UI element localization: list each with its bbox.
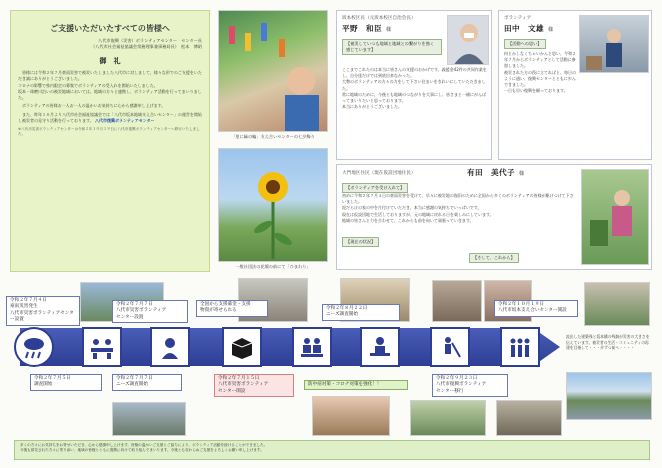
profile-1-role: 坂本校区長（元坂本校区自治会長） <box>342 16 416 21</box>
timeline-box-icon <box>222 327 262 367</box>
profile-3-text: 初めに令和２年７月４日の豪雨災害を受けて、早々に被災地の復旧のために全国から多くのボランティアの皆様が駆けつけて下さいました。 泥だらけの家の中を片付けていただき、本当に感謝の気持ちでいっぱいです。 現在は仮設団地で生活しておりますが、元の地域に戻れる日を楽しみにしています。 地域の皆さんと力を合わせて、これからも前を向いて頑張っていきます。 <box>342 193 574 223</box>
lower-photo-4 <box>496 400 562 436</box>
timeline-event-9: 令和２年９月２３日 八代市復興ボランティア センター移行 <box>432 374 508 397</box>
timeline-helmet-icon <box>150 327 190 367</box>
profile-1-quote: 【被災していつも地域と地域との繋がりを強く感じています】 <box>342 39 442 55</box>
profile-2-photo <box>579 15 649 73</box>
greeting-body-3: また、昨年１０月より八代市社会福祉協議会では「八代市坂本地域支え合いセンター」の運営を開始し被災者の見守り活動を行っております。 八代市復興ボランティアセンター <box>18 111 202 124</box>
greeting-heading: 御 礼 <box>99 57 121 65</box>
timeline-rain-icon <box>14 327 54 367</box>
profile-2-name: 田中 文雄 様 <box>504 24 554 33</box>
timeline-meeting-icon <box>82 327 122 367</box>
footer-message: 多くの方々にお気持ちをお寄せいただき、心から感謝申し上げます。皆様の温かいご支援とご協力により、ボランティア活動を続けることができました。 今後も被災された方々に寄り添い、地域の皆様とともに復興に向けて取り組んでまいります。今後とも変わらぬご支援をよろしくお願い申し上げます。 <box>14 440 650 460</box>
timeline-right-text: 流出した建築残と坂本橋の残骸が災害の大きさを伝えています。被災者の生活・コミュニティの再建を目指して・・・歩ずつ前へ・・・・ <box>566 334 650 351</box>
timeline-event-4: 令和２年７月７日 ニーズ調査開始 <box>112 374 182 391</box>
timeline-photo-4 <box>432 280 482 322</box>
timeline-event-6: 令和２年７月１５日 八代市災害ボランティア センター開設 <box>214 374 294 397</box>
profile-2-quote: 【活動への思い】 <box>504 39 546 49</box>
lower-photo-3 <box>410 400 486 436</box>
person-icon <box>448 16 489 65</box>
timeline-photo-6 <box>584 282 650 326</box>
photo-sunflower <box>218 148 328 262</box>
timeline-shovel-icon <box>430 327 470 367</box>
profile-card-arita <box>336 164 652 270</box>
profile-card-tanaka <box>498 10 652 160</box>
timeline-event-8: 防中症対策・コロナ対策を強化！！ <box>304 380 408 390</box>
profile-3-quote-2: 【現在の状況】 <box>342 237 379 247</box>
person-icon <box>582 170 649 265</box>
timeline-event-7: 令和２年８月２２日 ニーズ調査開始 <box>322 304 400 321</box>
greeting-body-1: 皆様には令和２年７月豪雨災害で被災いたしました八代市に対しまして、様々な形でのご支援をいただき誠にありがとうございました。 コロナの影響で県内限定の募集でボランティアの受入れを開始いたしました。 坂本・球磨川沿いの被災地域においては、地域の方々と連携し、ボランティア活動を行ってまいりました。 <box>18 70 202 101</box>
profile-1-text: ここまでこれたのは本当に皆さんの支援のおかげです。義援金42件の共同作業をし、自分達だけでは到底出来なかった。 大勢のボランティアの方々の力をして下さい住まいをきれいにしていただきました。 常に地域のために、今後とも地域のつながりを大事にし、皆さまと一緒にがんばってまいりたいと思っております。 本当にありがとうございました。 <box>342 67 487 110</box>
profile-3-photo <box>581 169 649 265</box>
caption-tanabata: 「里に緑の輪」支え合いセンターの七夕飾り <box>231 134 315 139</box>
sunflower-icon <box>219 149 328 262</box>
profile-3-name: 有田 美代子 様 <box>467 168 525 177</box>
timeline-people-icon <box>500 327 540 367</box>
profile-2-role: ボランティア <box>504 16 532 21</box>
landscape-photo <box>566 372 652 420</box>
tanabata-illustration <box>219 11 328 132</box>
timeline-event-3: 令和２年７月７日 八代市災害ボランティア センター設置 <box>112 300 188 323</box>
greeting-from: 八代市復興（災害）ボランティアセンター センター長 （八代市社会福祉協議会常務理事兼事務局長） 松本 博昭 <box>91 38 202 49</box>
lower-photo-2 <box>312 396 390 436</box>
profile-2-text: 何とかしなくちゃいかんと思い、令和２年７月からボランティアとして活動に参加しました。 被災された方の役に立てればと、毎日のように通い、復興センターとともに歩んできました。 一日も早い復興を願っております。 <box>504 51 576 94</box>
profile-3-quote-1: 【ボランティアを受け入れて】 <box>342 183 408 193</box>
timeline-team-icon <box>292 327 332 367</box>
profile-3-quote-3: 【そして、これから】 <box>469 253 519 263</box>
timeline-event-2: 令和２年７月５日 調査開始 <box>30 374 102 391</box>
greeting-note: ※八代市災害ボランティアセンターは令和２年１０月１９日に八代市復興ボランティアセンターへ移行いたしました。 <box>18 127 200 137</box>
profile-1-name: 平野 和臣 様 <box>342 24 392 33</box>
greeting-panel <box>10 10 210 272</box>
profile-3-role: 大門地区住民（現在仮設団地住民） <box>342 171 416 176</box>
profile-card-hirano <box>336 10 492 160</box>
profile-1-portrait <box>447 15 489 65</box>
greeting-title: ご支援いただいたすべての皆様へ <box>50 24 170 33</box>
lower-photo-1 <box>112 402 186 436</box>
timeline-event-1: 令和２年７月４日 豪雨災害発生 八代市災害ボランティアセンター設置 <box>6 296 80 326</box>
greeting-body-2: ボランティアの皆様お一人お一人の温かいお気持ちに心から感謝申し上げます。 <box>22 103 166 109</box>
timeline-event-5: 全国から支援募金・支援 物資が寄せられる <box>196 300 268 317</box>
caption-sunflower: 一般社団法の花壇の前にて「ひまわり」 <box>235 264 311 269</box>
timeline-desk-icon <box>360 327 400 367</box>
photo-tanabata <box>218 10 328 132</box>
greeting-highlight: 八代市復興ボランティアセンター <box>94 118 155 124</box>
worker-icon <box>580 16 649 73</box>
timeline-event-10: 令和２年１０月１９日 八代市坂本支え合いセンター開設 <box>494 300 578 317</box>
